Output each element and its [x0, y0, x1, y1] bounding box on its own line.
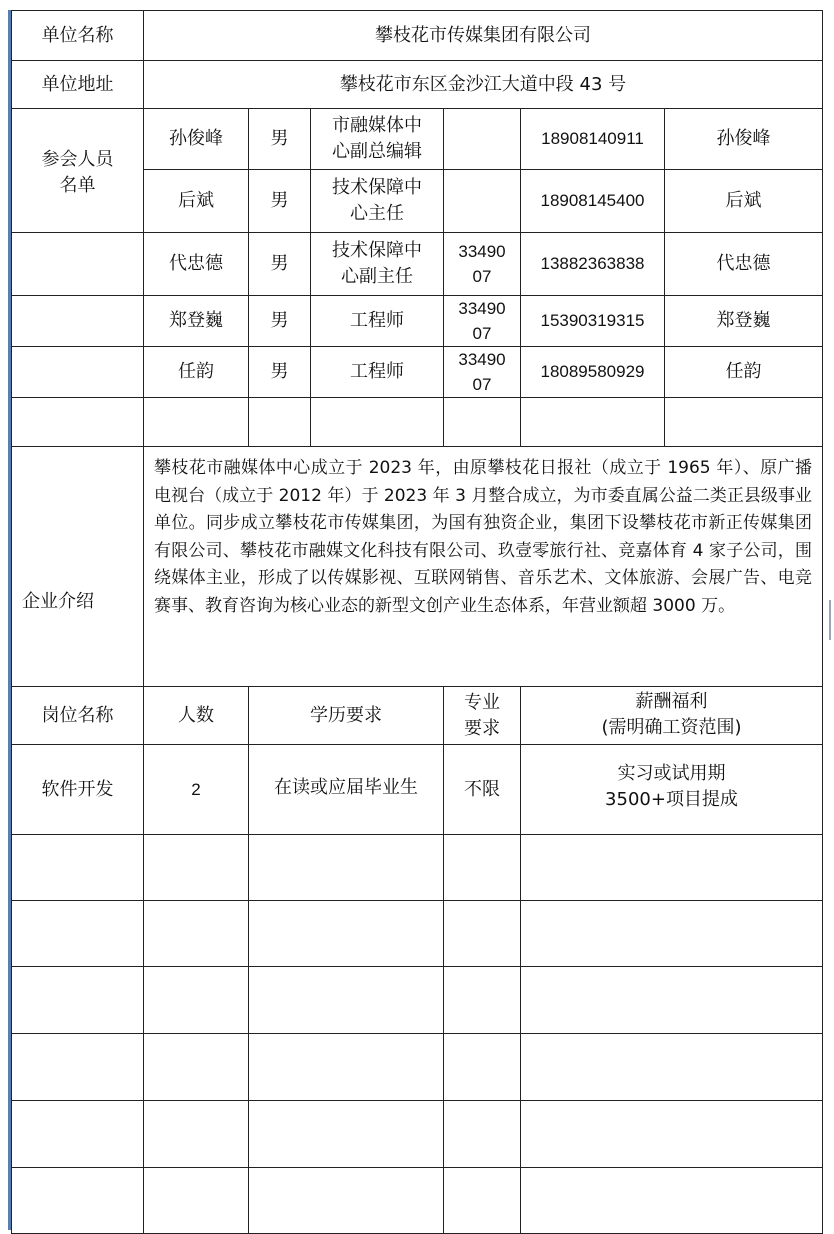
- attendee-name: 代忠德: [144, 233, 249, 296]
- job-salary: 实习或试用期 3500+项目提成: [521, 745, 823, 835]
- attendee-phone-short: 33490 07: [444, 347, 521, 398]
- empty-cell: [144, 901, 249, 967]
- job-position: 软件开发: [12, 745, 144, 835]
- attendee-name: 孙俊峰: [144, 109, 249, 170]
- header-salary: 薪酬福利 (需明确工资范围): [521, 687, 823, 745]
- unit-address-row: [12, 61, 823, 109]
- unit-name-label: 单位名称: [12, 11, 144, 61]
- attendee-row: [12, 109, 823, 170]
- job-education: 在读或应届毕业生: [249, 745, 444, 835]
- header-position: 岗位名称: [12, 687, 144, 745]
- attendee-gender: 男: [249, 347, 311, 398]
- attendee-phone: 18908145400: [521, 170, 665, 233]
- job-empty-row: [12, 1101, 823, 1168]
- empty-cell: [249, 967, 444, 1034]
- empty-cell: [144, 835, 249, 901]
- empty-cell: [521, 901, 823, 967]
- attendee-phone-short: 33490 07: [444, 233, 521, 296]
- empty-cell: [144, 1034, 249, 1101]
- empty-cell: [12, 835, 144, 901]
- attendee-phone: 18089580929: [521, 347, 665, 398]
- job-count: 2: [144, 745, 249, 835]
- jobs-header-row: [12, 687, 823, 745]
- empty-cell: [249, 1034, 444, 1101]
- empty-cell: [444, 1034, 521, 1101]
- attendee-contact: 任韵: [665, 347, 823, 398]
- header-major: 专业 要求: [444, 687, 521, 745]
- empty-cell: [12, 1101, 144, 1168]
- attendee-name: 任韵: [144, 347, 249, 398]
- right-edge-mark: [829, 600, 831, 640]
- empty-cell: [444, 967, 521, 1034]
- unit-name-value: 攀枝花市传媒集团有限公司: [144, 11, 823, 61]
- empty-cell: [311, 398, 444, 447]
- job-row: [12, 745, 823, 835]
- empty-cell: [249, 901, 444, 967]
- job-empty-row: [12, 967, 823, 1034]
- empty-cell: [444, 398, 521, 447]
- recruitment-form-table: [11, 10, 823, 1234]
- empty-cell: [144, 1101, 249, 1168]
- unit-address-label: 单位地址: [12, 61, 144, 109]
- attendee-empty-label: [12, 347, 144, 398]
- empty-cell: [521, 398, 665, 447]
- attendee-phone: 13882363838: [521, 233, 665, 296]
- unit-address-value: 攀枝花市东区金沙江大道中段 43 号: [144, 61, 823, 109]
- empty-cell: [144, 1168, 249, 1234]
- empty-cell: [12, 1168, 144, 1234]
- attendee-title: 技术保障中 心副主任: [311, 233, 444, 296]
- attendee-title: 市融媒体中 心副总编辑: [311, 109, 444, 170]
- attendee-contact: 代忠德: [665, 233, 823, 296]
- job-major: 不限: [444, 745, 521, 835]
- job-empty-row: [12, 835, 823, 901]
- attendee-gender: 男: [249, 233, 311, 296]
- attendee-row: [12, 296, 823, 347]
- empty-cell: [12, 398, 144, 447]
- attendee-gender: 男: [249, 170, 311, 233]
- job-empty-row: [12, 1034, 823, 1101]
- empty-cell: [521, 835, 823, 901]
- empty-cell: [12, 1034, 144, 1101]
- empty-cell: [521, 1034, 823, 1101]
- attendee-name: 郑登巍: [144, 296, 249, 347]
- attendee-name: 后斌: [144, 170, 249, 233]
- header-count: 人数: [144, 687, 249, 745]
- empty-cell: [12, 967, 144, 1034]
- attendee-title: 工程师: [311, 296, 444, 347]
- empty-cell: [144, 967, 249, 1034]
- empty-cell: [144, 398, 249, 447]
- attendee-title: 工程师: [311, 347, 444, 398]
- attendee-title: 技术保障中 心主任: [311, 170, 444, 233]
- empty-cell: [444, 1168, 521, 1234]
- attendee-empty-row: [12, 398, 823, 447]
- attendee-gender: 男: [249, 296, 311, 347]
- empty-cell: [444, 835, 521, 901]
- empty-cell: [521, 1168, 823, 1234]
- empty-cell: [249, 835, 444, 901]
- attendee-empty-label: [12, 296, 144, 347]
- attendee-contact: 后斌: [665, 170, 823, 233]
- intro-label: 企业介绍: [12, 447, 144, 687]
- header-education: 学历要求: [249, 687, 444, 745]
- empty-cell: [665, 398, 823, 447]
- attendee-contact: 郑登巍: [665, 296, 823, 347]
- attendee-phone: 15390319315: [521, 296, 665, 347]
- unit-name-row: [12, 11, 823, 61]
- attendee-empty-label: [12, 233, 144, 296]
- attendee-phone-short: [444, 170, 521, 233]
- intro-row: [12, 447, 823, 687]
- job-empty-row: [12, 1168, 823, 1234]
- empty-cell: [249, 398, 311, 447]
- empty-cell: [444, 901, 521, 967]
- attendee-row: [12, 347, 823, 398]
- attendee-contact: 孙俊峰: [665, 109, 823, 170]
- attendee-phone-short: [444, 109, 521, 170]
- empty-cell: [249, 1168, 444, 1234]
- attendee-row: [12, 233, 823, 296]
- empty-cell: [249, 1101, 444, 1168]
- empty-cell: [521, 1101, 823, 1168]
- attendee-phone-short: 33490 07: [444, 296, 521, 347]
- empty-cell: [12, 901, 144, 967]
- attendee-phone: 18908140911: [521, 109, 665, 170]
- job-empty-row: [12, 901, 823, 967]
- empty-cell: [521, 967, 823, 1034]
- attendees-label: 参会人员 名单: [12, 109, 144, 233]
- attendee-gender: 男: [249, 109, 311, 170]
- intro-text: 攀枝花市融媒体中心成立于 2023 年，由原攀枝花日报社（成立于 1965 年）、原广播电视台（成立于 2012 年）于 2023 年 3 月整合成立，为市委直属公益二类正县级事业单位。同步成立攀枝花市传媒集团，为国有独资企业，集团下设攀枝花市新正传媒集团有限公司、攀枝花市融媒文化科技有限公司、玖壹零旅行社、竞嘉体育 4 家子公司，围绕媒体主业，形成了以传媒影视、互联网销售、音乐艺术、文体旅游、会展广告、电竞赛事、教育咨询为核心业态的新型文创产业生态体系，年营业额超 3000 万。: [144, 447, 823, 687]
- empty-cell: [444, 1101, 521, 1168]
